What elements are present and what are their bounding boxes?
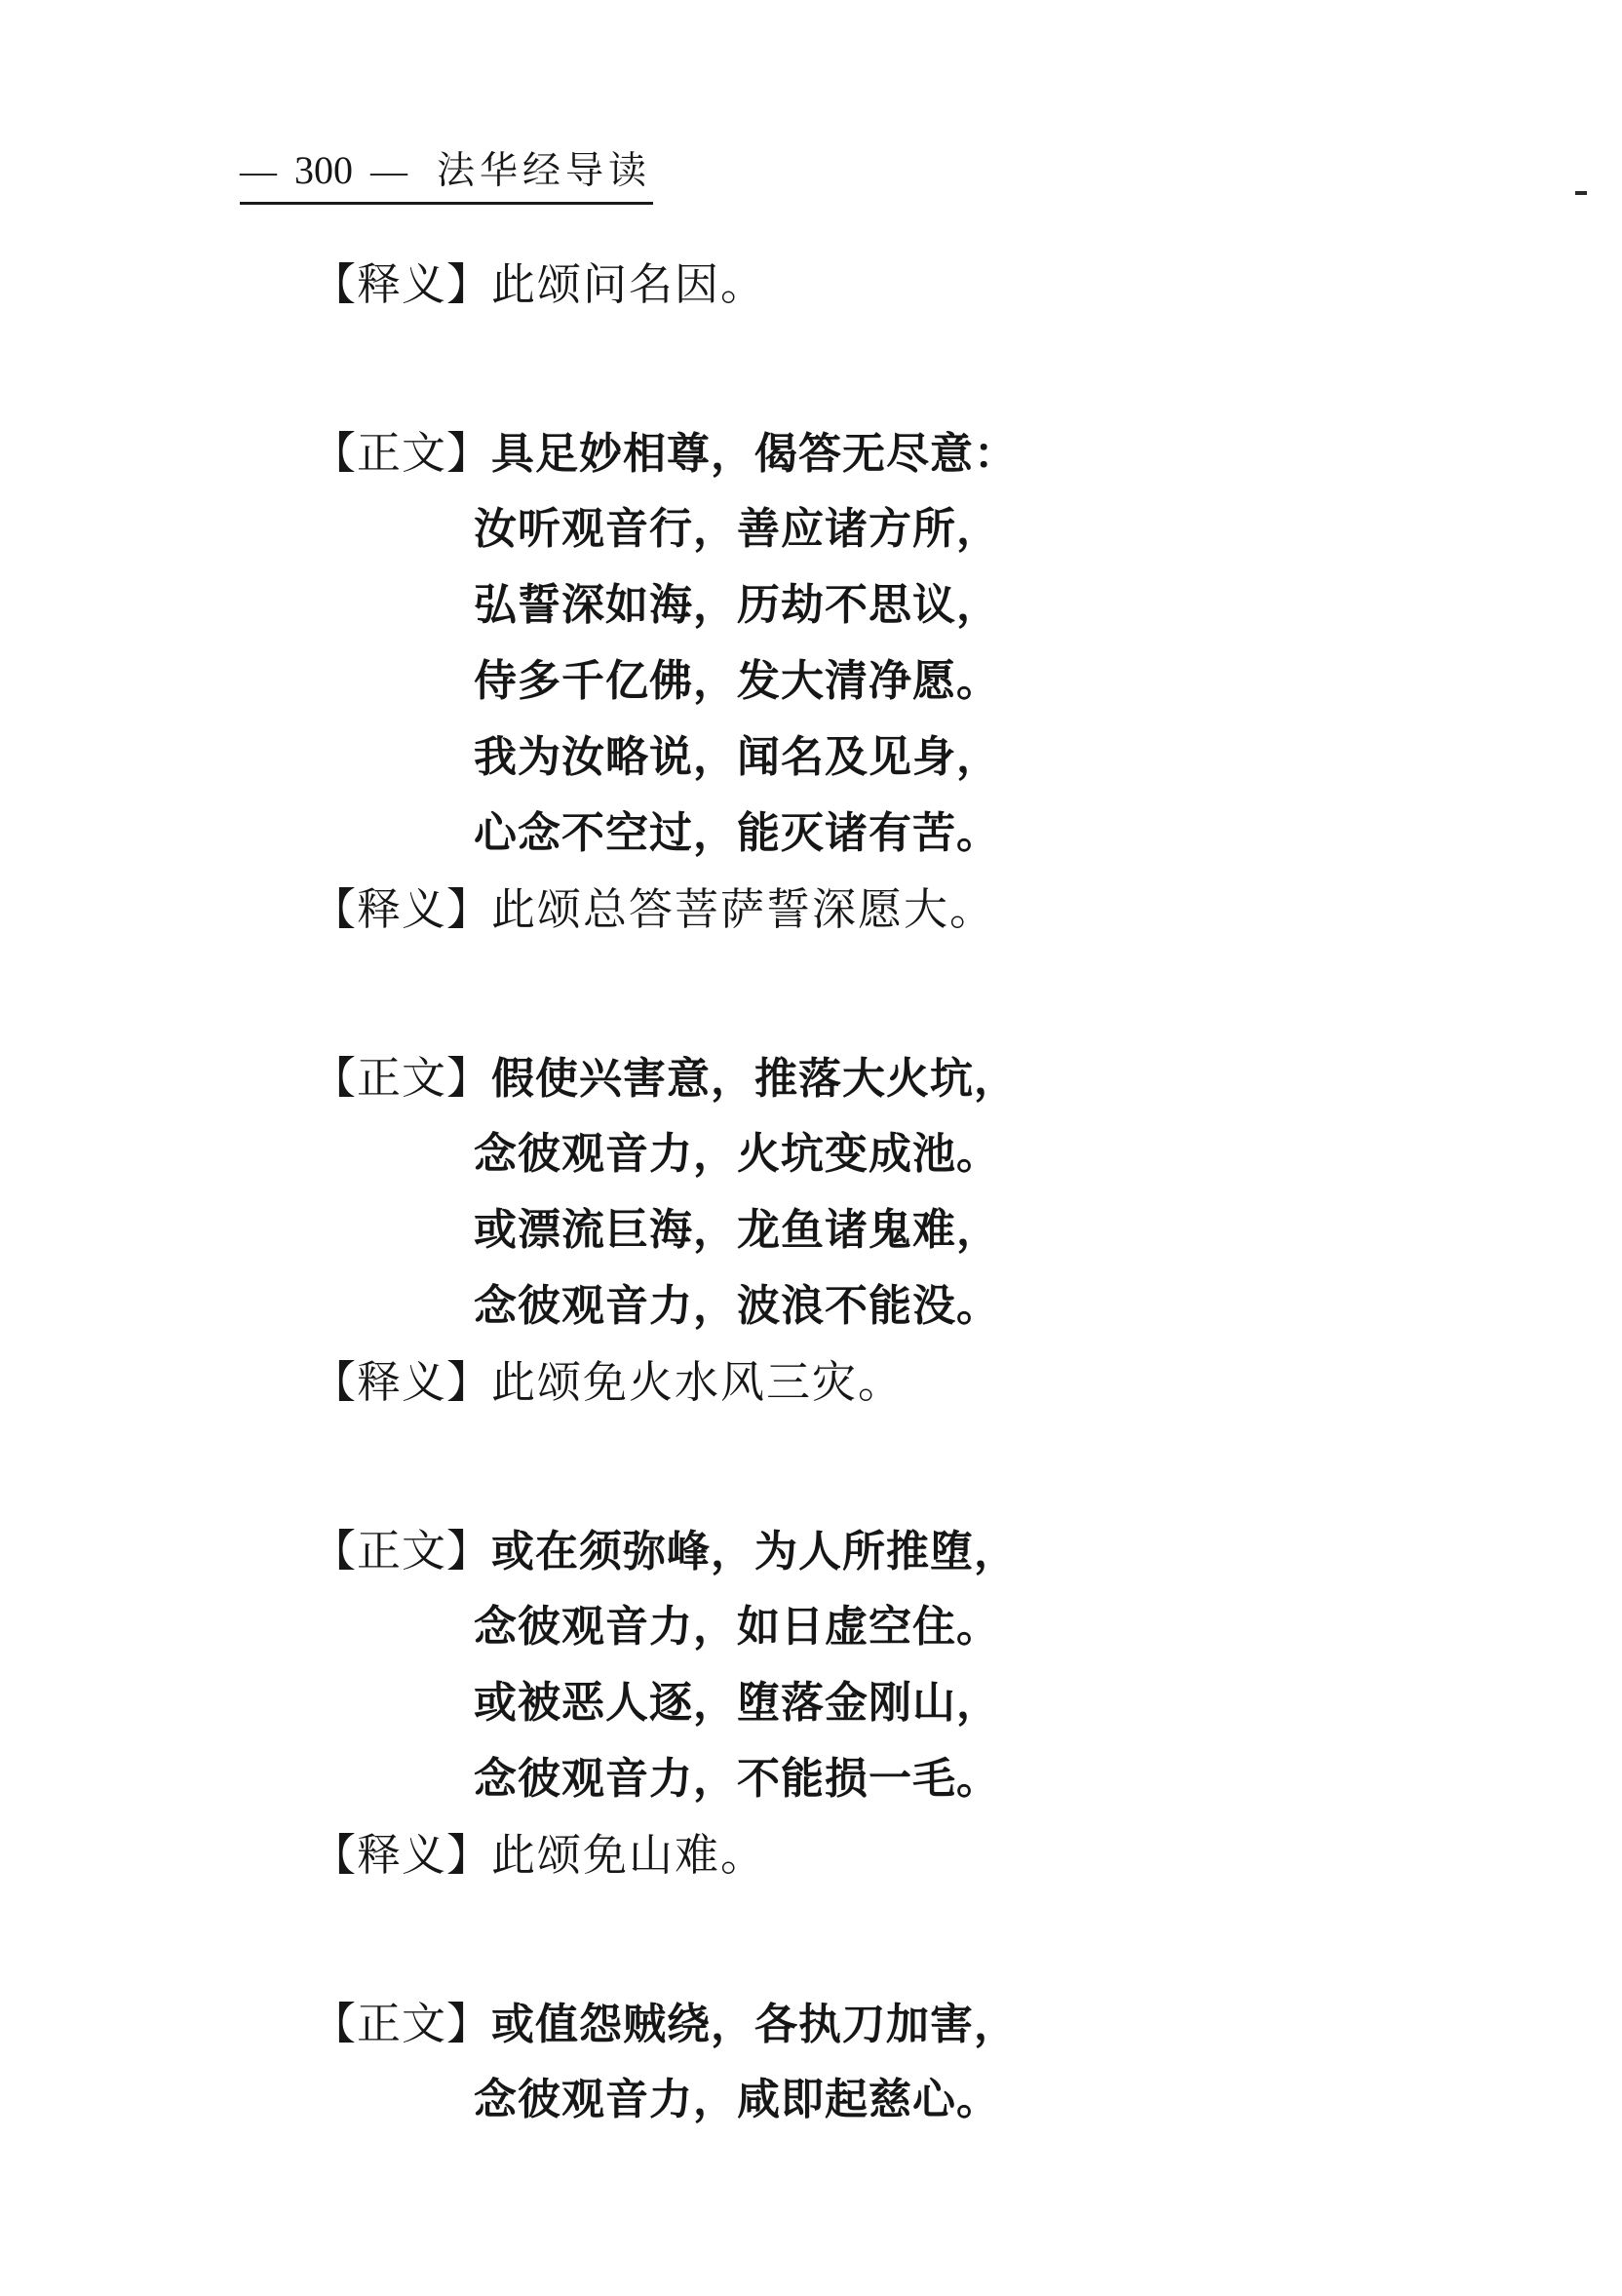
verse-line: 或被恶人逐，堕落金刚山，	[474, 1679, 1000, 1727]
verse-line: 弘誓深如海，历劫不思议，	[474, 581, 1000, 629]
zhengwen-label: 【正文】	[312, 429, 492, 478]
verse-line: 或漂流巨海，龙鱼诸鬼难，	[474, 1206, 1000, 1254]
verse-line: 念彼观音力，咸即起慈心。	[474, 2076, 1000, 2123]
verse-line: 心念不空过，能灭诸有苦。	[474, 809, 1000, 857]
header-dash-left: —	[240, 151, 277, 192]
shiyi-label: 【释义】	[312, 1358, 492, 1407]
verse-line: 我为汝略说，闻名及见身，	[474, 733, 1000, 781]
verse-first-line: 或值怨贼绕，各执刀加害，	[491, 2001, 1019, 2048]
zhengwen-label: 【正文】	[312, 1054, 492, 1103]
shiyi-text: 此颂免山难。	[491, 1831, 767, 1880]
verse-line: 汝听观音行，善应诸方所，	[474, 505, 1000, 553]
zhengwen-line	[0, 415, 1622, 491]
verse-line: 念彼观音力，火坑变成池。	[474, 1130, 1000, 1178]
page-header	[240, 148, 653, 205]
scan-artifact	[1575, 191, 1587, 195]
verse-line: 侍多千亿佛，发大清净愿。	[474, 657, 1000, 705]
shiyi-label: 【释义】	[312, 1831, 492, 1880]
zhengwen-label: 【正文】	[312, 2000, 492, 2048]
shiyi-label: 【释义】	[312, 885, 492, 934]
verse-line: 念彼观音力，如日虚空住。	[474, 1603, 1000, 1651]
zhengwen-line	[0, 1040, 1622, 1116]
page-number: 300	[294, 148, 353, 192]
zhengwen-label: 【正文】	[312, 1527, 492, 1576]
shiyi-line	[0, 1344, 1622, 1420]
verse-first-line: 假使兴害意，推落大火坑，	[491, 1055, 1019, 1103]
verse-first-line: 具足妙相尊，偈答无尽意：	[491, 430, 1019, 478]
shiyi-line	[0, 247, 1622, 323]
shiyi-label: 【释义】	[312, 260, 492, 309]
page-content	[0, 247, 1622, 2138]
zhengwen-line	[0, 1513, 1622, 1589]
zhengwen-line	[0, 1986, 1622, 2062]
book-title: 法华经导读	[437, 150, 652, 192]
shiyi-line	[0, 872, 1622, 948]
verse-line: 念彼观音力，不能损一毛。	[474, 1755, 1000, 1803]
verse-line: 念彼观音力，波浪不能没。	[474, 1282, 1000, 1330]
shiyi-line	[0, 1817, 1622, 1893]
verse-first-line: 或在须弥峰，为人所推堕，	[491, 1528, 1019, 1576]
shiyi-text: 此颂总答菩萨誓深愿大。	[491, 885, 996, 934]
header-dash-right: —	[370, 151, 407, 192]
shiyi-text: 此颂免火水风三灾。	[491, 1358, 905, 1407]
shiyi-text: 此颂问名因。	[491, 260, 767, 309]
